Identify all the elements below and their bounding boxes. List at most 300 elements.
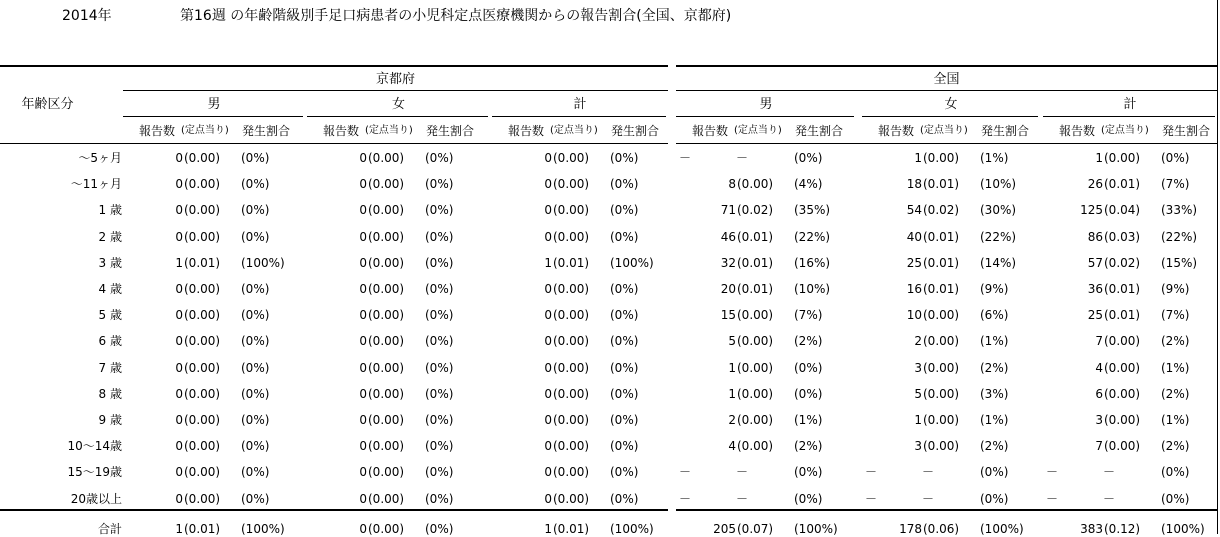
cell-per-sentinel: (0.00) xyxy=(368,334,405,348)
cell-count: 125 xyxy=(1080,203,1103,217)
cell-per-sentinel: (0.03) xyxy=(1104,230,1141,244)
cell-ratio: (0%) xyxy=(1161,465,1190,479)
row-label: 6 歳 xyxy=(98,334,122,348)
cell-per-sentinel: (0.00) xyxy=(553,439,590,453)
col-header-per-sentinel: (定点当り) xyxy=(550,125,598,136)
cell-count: 0 xyxy=(359,361,367,375)
cell-per-sentinel: (0.00) xyxy=(184,230,221,244)
cell-count: 4 xyxy=(1095,361,1103,375)
cell-per-sentinel: (0.00) xyxy=(368,522,405,536)
cell-per-sentinel: (0.01) xyxy=(923,282,960,296)
cell-ratio: (2%) xyxy=(1161,334,1190,348)
cell-ratio: (22%) xyxy=(1161,230,1198,244)
region-underline-right xyxy=(676,90,1217,91)
cell-ratio: (0%) xyxy=(241,203,270,217)
col-header-per-sentinel: (定点当り) xyxy=(1101,125,1149,136)
cell-count: 7 xyxy=(1095,439,1103,453)
gender-underline-kyoto-male xyxy=(123,116,303,117)
dash-count: － xyxy=(679,492,692,506)
cell-ratio: (0%) xyxy=(425,256,454,270)
cell-per-sentinel: (0.00) xyxy=(553,177,590,191)
cell-ratio: (0%) xyxy=(610,439,639,453)
cell-ratio: (100%) xyxy=(241,522,285,536)
cell-count: 32 xyxy=(720,256,736,270)
col-header-per-sentinel: (定点当り) xyxy=(181,125,229,136)
cell-ratio: (0%) xyxy=(425,334,454,348)
cell-ratio: (0%) xyxy=(425,522,454,536)
cell-count: 2 xyxy=(914,334,922,348)
cell-count: 0 xyxy=(544,492,552,506)
table-top-line-left xyxy=(0,65,668,67)
cell-ratio: (0%) xyxy=(425,308,454,322)
cell-count: 0 xyxy=(544,308,552,322)
cell-count: 0 xyxy=(359,256,367,270)
cell-ratio: (0%) xyxy=(241,177,270,191)
row-label-total: 合計 xyxy=(97,522,122,536)
cell-count: 6 xyxy=(1095,387,1103,401)
cell-count: 46 xyxy=(720,230,736,244)
cell-ratio: (0%) xyxy=(610,465,639,479)
cell-per-sentinel: (0.06) xyxy=(923,522,960,536)
cell-ratio: (0%) xyxy=(425,361,454,375)
cell-ratio: (1%) xyxy=(980,413,1009,427)
col-header-count: 報告数 xyxy=(508,124,545,138)
cell-ratio: (0%) xyxy=(241,361,270,375)
cell-count: 205 xyxy=(713,522,736,536)
cell-count: 0 xyxy=(175,361,183,375)
cell-count: 0 xyxy=(175,177,183,191)
cell-ratio: (0%) xyxy=(610,387,639,401)
cell-count: 7 xyxy=(1095,334,1103,348)
cell-ratio: (0%) xyxy=(241,308,270,322)
cell-ratio: (0%) xyxy=(794,492,823,506)
cell-count: 10 xyxy=(906,308,922,322)
cell-ratio: (0%) xyxy=(610,361,639,375)
cell-per-sentinel: (0.00) xyxy=(737,361,774,375)
cell-per-sentinel: (0.00) xyxy=(184,387,221,401)
gender-header-national-total: 計 xyxy=(1123,97,1137,112)
cell-ratio: (0%) xyxy=(980,492,1009,506)
title-year: 2014年 xyxy=(62,8,112,24)
cell-ratio: (0%) xyxy=(425,465,454,479)
gender-header-national-female: 女 xyxy=(944,97,958,112)
cell-count: 0 xyxy=(359,282,367,296)
dash-per: － xyxy=(922,492,935,506)
cell-ratio: (0%) xyxy=(241,282,270,296)
cell-per-sentinel: (0.00) xyxy=(368,361,405,375)
cell-per-sentinel: (0.01) xyxy=(923,177,960,191)
cell-ratio: (0%) xyxy=(241,230,270,244)
cell-ratio: (0%) xyxy=(980,465,1009,479)
cell-ratio: (0%) xyxy=(241,413,270,427)
cell-ratio: (33%) xyxy=(1161,203,1198,217)
row-label: 9 歳 xyxy=(98,413,122,427)
row-label: 4 歳 xyxy=(98,282,122,296)
cell-per-sentinel: (0.00) xyxy=(553,492,590,506)
cell-ratio: (7%) xyxy=(1161,308,1190,322)
cell-per-sentinel: (0.04) xyxy=(1104,203,1141,217)
cell-ratio: (0%) xyxy=(610,492,639,506)
cell-per-sentinel: (0.00) xyxy=(1104,361,1141,375)
cell-per-sentinel: (0.00) xyxy=(553,334,590,348)
gender-header-national-male: 男 xyxy=(759,97,773,112)
row-label: 2 歳 xyxy=(98,230,122,244)
cell-ratio: (2%) xyxy=(794,439,823,453)
cell-ratio: (3%) xyxy=(980,387,1009,401)
cell-per-sentinel: (0.00) xyxy=(184,465,221,479)
cell-ratio: (0%) xyxy=(425,177,454,191)
gender-underline-kyoto-total xyxy=(492,116,666,117)
cell-per-sentinel: (0.02) xyxy=(1104,256,1141,270)
cell-ratio: (6%) xyxy=(980,308,1009,322)
table-top-line-right xyxy=(676,65,1217,67)
cell-per-sentinel: (0.01) xyxy=(184,522,221,536)
cell-ratio: (0%) xyxy=(1161,151,1190,165)
col-header-ratio: 発生割合 xyxy=(242,124,291,138)
cell-per-sentinel: (0.00) xyxy=(553,230,590,244)
cell-ratio: (100%) xyxy=(610,522,654,536)
col-header-count: 報告数 xyxy=(878,124,915,138)
col-header-per-sentinel: (定点当り) xyxy=(920,125,968,136)
cell-count: 0 xyxy=(359,387,367,401)
cell-count: 0 xyxy=(544,177,552,191)
cell-ratio: (0%) xyxy=(610,282,639,296)
dash-per: － xyxy=(736,465,749,479)
cell-count: 2 xyxy=(728,413,736,427)
cell-count: 0 xyxy=(544,230,552,244)
cell-per-sentinel: (0.00) xyxy=(923,413,960,427)
cell-per-sentinel: (0.01) xyxy=(737,256,774,270)
cell-ratio: (0%) xyxy=(794,361,823,375)
cell-count: 0 xyxy=(175,413,183,427)
cell-ratio: (14%) xyxy=(980,256,1017,270)
cell-per-sentinel: (0.00) xyxy=(368,413,405,427)
cell-per-sentinel: (0.00) xyxy=(923,308,960,322)
cell-per-sentinel: (0.01) xyxy=(184,256,221,270)
cell-per-sentinel: (0.01) xyxy=(923,256,960,270)
cell-count: 16 xyxy=(906,282,922,296)
col-header-count: 報告数 xyxy=(1059,124,1096,138)
col-header-ratio: 発生割合 xyxy=(795,124,844,138)
cell-count: 0 xyxy=(175,203,183,217)
cell-count: 178 xyxy=(899,522,922,536)
cell-count: 15 xyxy=(720,308,736,322)
row-label: 10～14歳 xyxy=(67,439,122,453)
cell-count: 0 xyxy=(359,465,367,479)
cell-per-sentinel: (0.00) xyxy=(184,203,221,217)
row-label: ～11ヶ月 xyxy=(70,177,122,191)
cell-ratio: (0%) xyxy=(1161,492,1190,506)
cell-count: 0 xyxy=(544,203,552,217)
cell-ratio: (100%) xyxy=(794,522,838,536)
cell-per-sentinel: (0.07) xyxy=(737,522,774,536)
cell-count: 1 xyxy=(175,256,183,270)
cell-ratio: (2%) xyxy=(980,361,1009,375)
cell-count: 0 xyxy=(544,282,552,296)
cell-per-sentinel: (0.01) xyxy=(737,230,774,244)
dash-count: － xyxy=(1046,465,1059,479)
cell-ratio: (0%) xyxy=(610,308,639,322)
cell-per-sentinel: (0.00) xyxy=(1104,439,1141,453)
cell-ratio: (1%) xyxy=(980,151,1009,165)
dash-count: － xyxy=(865,465,878,479)
cell-count: 3 xyxy=(914,361,922,375)
cell-per-sentinel: (0.00) xyxy=(737,387,774,401)
cell-count: 71 xyxy=(720,203,736,217)
gender-underline-national-total xyxy=(1043,116,1215,117)
cell-ratio: (0%) xyxy=(425,230,454,244)
cell-per-sentinel: (0.01) xyxy=(1104,282,1141,296)
cell-ratio: (0%) xyxy=(610,230,639,244)
dash-count: － xyxy=(679,465,692,479)
cell-per-sentinel: (0.00) xyxy=(553,282,590,296)
cell-ratio: (0%) xyxy=(794,387,823,401)
dash-per: － xyxy=(1103,465,1116,479)
row-label: 1 歳 xyxy=(98,203,122,217)
cell-ratio: (4%) xyxy=(794,177,823,191)
cell-ratio: (9%) xyxy=(980,282,1009,296)
cell-per-sentinel: (0.00) xyxy=(553,203,590,217)
cell-ratio: (10%) xyxy=(794,282,831,296)
cell-count: 1 xyxy=(1095,151,1103,165)
cell-count: 0 xyxy=(544,334,552,348)
row-label: 7 歳 xyxy=(98,361,122,375)
cell-ratio: (16%) xyxy=(794,256,831,270)
cell-count: 1 xyxy=(544,522,552,536)
cell-per-sentinel: (0.02) xyxy=(923,203,960,217)
cell-count: 0 xyxy=(359,151,367,165)
cell-count: 3 xyxy=(914,439,922,453)
cell-count: 18 xyxy=(906,177,922,191)
cell-per-sentinel: (0.01) xyxy=(1104,177,1141,191)
dash-count: － xyxy=(1046,492,1059,506)
cell-per-sentinel: (0.12) xyxy=(1104,522,1141,536)
cell-count: 0 xyxy=(544,361,552,375)
cell-count: 1 xyxy=(914,151,922,165)
cell-ratio: (10%) xyxy=(980,177,1017,191)
cell-count: 1 xyxy=(175,522,183,536)
cell-per-sentinel: (0.00) xyxy=(368,282,405,296)
cell-per-sentinel: (0.00) xyxy=(368,308,405,322)
cell-ratio: (30%) xyxy=(980,203,1017,217)
cell-per-sentinel: (0.00) xyxy=(184,334,221,348)
cell-per-sentinel: (0.00) xyxy=(1104,334,1141,348)
cell-per-sentinel: (0.00) xyxy=(737,413,774,427)
cell-count: 0 xyxy=(175,334,183,348)
dash-per: － xyxy=(922,465,935,479)
cell-ratio: (100%) xyxy=(610,256,654,270)
cell-per-sentinel: (0.00) xyxy=(368,387,405,401)
col-header-ratio: 発生割合 xyxy=(1162,124,1211,138)
title-text: 第16週 の年齢階級別手足口病患者の小児科定点医療機関からの報告割合(全国、京都府) xyxy=(180,8,732,24)
cell-per-sentinel: (0.00) xyxy=(553,413,590,427)
cell-count: 5 xyxy=(914,387,922,401)
cell-count: 86 xyxy=(1087,230,1103,244)
cell-count: 0 xyxy=(175,465,183,479)
gender-header-kyoto-total: 計 xyxy=(573,97,587,112)
header-bottom-line-left xyxy=(0,143,668,144)
cell-ratio: (0%) xyxy=(241,492,270,506)
cell-ratio: (22%) xyxy=(794,230,831,244)
cell-ratio: (0%) xyxy=(610,177,639,191)
cell-count: 0 xyxy=(359,522,367,536)
cell-count: 0 xyxy=(175,439,183,453)
cell-per-sentinel: (0.00) xyxy=(184,361,221,375)
cell-count: 0 xyxy=(544,439,552,453)
cell-ratio: (35%) xyxy=(794,203,831,217)
cell-ratio: (2%) xyxy=(1161,387,1190,401)
col-header-count: 報告数 xyxy=(323,124,360,138)
dash-count: － xyxy=(865,492,878,506)
cell-ratio: (7%) xyxy=(794,308,823,322)
cell-ratio: (0%) xyxy=(425,492,454,506)
cell-ratio: (0%) xyxy=(241,151,270,165)
cell-ratio: (0%) xyxy=(610,334,639,348)
cell-ratio: (0%) xyxy=(241,439,270,453)
col-header-ratio: 発生割合 xyxy=(611,124,660,138)
cell-count: 36 xyxy=(1087,282,1103,296)
cell-count: 383 xyxy=(1080,522,1103,536)
cell-per-sentinel: (0.00) xyxy=(368,256,405,270)
right-frame-line xyxy=(1217,0,1218,534)
header-bottom-line-right xyxy=(676,143,1217,144)
cell-count: 0 xyxy=(359,492,367,506)
cell-count: 0 xyxy=(175,282,183,296)
dash-per: － xyxy=(1103,492,1116,506)
cell-ratio: (1%) xyxy=(794,413,823,427)
cell-per-sentinel: (0.00) xyxy=(368,230,405,244)
cell-count: 0 xyxy=(175,230,183,244)
cell-ratio: (15%) xyxy=(1161,256,1198,270)
cell-ratio: (0%) xyxy=(794,151,823,165)
cell-count: 0 xyxy=(544,465,552,479)
cell-ratio: (0%) xyxy=(610,203,639,217)
cell-count: 1 xyxy=(728,387,736,401)
cell-count: 1 xyxy=(914,413,922,427)
cell-ratio: (0%) xyxy=(425,151,454,165)
cell-ratio: (100%) xyxy=(1161,522,1205,536)
cell-count: 57 xyxy=(1087,256,1103,270)
cell-per-sentinel: (0.00) xyxy=(1104,387,1141,401)
cell-per-sentinel: (0.00) xyxy=(553,151,590,165)
region-header-national: 全国 xyxy=(933,72,960,87)
cell-per-sentinel: (0.00) xyxy=(553,387,590,401)
col-header-count: 報告数 xyxy=(692,124,729,138)
cell-per-sentinel: (0.00) xyxy=(553,308,590,322)
cell-per-sentinel: (0.01) xyxy=(553,522,590,536)
cell-ratio: (0%) xyxy=(794,465,823,479)
cell-per-sentinel: (0.00) xyxy=(923,334,960,348)
region-header-kyoto: 京都府 xyxy=(375,72,415,87)
cell-per-sentinel: (0.00) xyxy=(737,439,774,453)
cell-count: 0 xyxy=(175,308,183,322)
cell-count: 0 xyxy=(544,151,552,165)
cell-ratio: (1%) xyxy=(1161,413,1190,427)
cell-count: 3 xyxy=(1095,413,1103,427)
cell-ratio: (1%) xyxy=(980,334,1009,348)
cell-count: 8 xyxy=(728,177,736,191)
col-header-ratio: 発生割合 xyxy=(981,124,1030,138)
cell-per-sentinel: (0.00) xyxy=(184,492,221,506)
row-label: 5 歳 xyxy=(98,308,122,322)
cell-count: 0 xyxy=(359,334,367,348)
row-label: 15～19歳 xyxy=(67,465,122,479)
cell-ratio: (0%) xyxy=(425,387,454,401)
cell-count: 0 xyxy=(359,439,367,453)
cell-per-sentinel: (0.00) xyxy=(368,492,405,506)
cell-per-sentinel: (0.01) xyxy=(923,230,960,244)
cell-count: 20 xyxy=(720,282,736,296)
cell-per-sentinel: (0.00) xyxy=(368,465,405,479)
cell-per-sentinel: (0.00) xyxy=(737,308,774,322)
row-header-age: 年齢区分 xyxy=(21,97,74,112)
cell-per-sentinel: (0.00) xyxy=(184,282,221,296)
cell-per-sentinel: (0.00) xyxy=(737,334,774,348)
cell-count: 40 xyxy=(906,230,922,244)
total-top-line-right xyxy=(676,509,1217,511)
cell-count: 5 xyxy=(728,334,736,348)
cell-count: 54 xyxy=(906,203,922,217)
cell-count: 0 xyxy=(359,413,367,427)
cell-per-sentinel: (0.00) xyxy=(737,177,774,191)
cell-count: 4 xyxy=(728,439,736,453)
col-header-ratio: 発生割合 xyxy=(426,124,475,138)
cell-per-sentinel: (0.00) xyxy=(923,387,960,401)
cell-per-sentinel: (0.00) xyxy=(923,361,960,375)
cell-per-sentinel: (0.00) xyxy=(184,413,221,427)
cell-per-sentinel: (0.00) xyxy=(184,308,221,322)
cell-ratio: (22%) xyxy=(980,230,1017,244)
cell-ratio: (100%) xyxy=(241,256,285,270)
cell-ratio: (7%) xyxy=(1161,177,1190,191)
row-label: 3 歳 xyxy=(98,256,122,270)
cell-count: 0 xyxy=(359,177,367,191)
cell-count: 0 xyxy=(359,203,367,217)
cell-count: 0 xyxy=(544,387,552,401)
dash-per: － xyxy=(736,492,749,506)
cell-count: 0 xyxy=(359,230,367,244)
cell-per-sentinel: (0.00) xyxy=(553,465,590,479)
cell-ratio: (1%) xyxy=(1161,361,1190,375)
cell-per-sentinel: (0.00) xyxy=(1104,413,1141,427)
row-label: ～5ヶ月 xyxy=(78,151,122,165)
col-header-per-sentinel: (定点当り) xyxy=(365,125,413,136)
cell-count: 0 xyxy=(544,413,552,427)
cell-per-sentinel: (0.01) xyxy=(553,256,590,270)
cell-ratio: (100%) xyxy=(980,522,1024,536)
cell-per-sentinel: (0.00) xyxy=(1104,151,1141,165)
gender-underline-kyoto-female xyxy=(307,116,488,117)
cell-count: 0 xyxy=(175,492,183,506)
cell-count: 26 xyxy=(1087,177,1103,191)
cell-per-sentinel: (0.00) xyxy=(184,177,221,191)
cell-per-sentinel: (0.00) xyxy=(553,361,590,375)
cell-per-sentinel: (0.00) xyxy=(368,439,405,453)
cell-per-sentinel: (0.01) xyxy=(1104,308,1141,322)
row-label: 20歳以上 xyxy=(70,492,122,506)
cell-per-sentinel: (0.00) xyxy=(368,177,405,191)
row-label: 8 歳 xyxy=(98,387,122,401)
dash-count: － xyxy=(679,151,692,165)
cell-count: 1 xyxy=(728,361,736,375)
cell-ratio: (0%) xyxy=(425,203,454,217)
cell-per-sentinel: (0.00) xyxy=(368,203,405,217)
cell-count: 0 xyxy=(359,308,367,322)
cell-per-sentinel: (0.00) xyxy=(184,151,221,165)
cell-ratio: (2%) xyxy=(980,439,1009,453)
cell-count: 0 xyxy=(175,387,183,401)
gender-header-kyoto-male: 男 xyxy=(207,97,221,112)
